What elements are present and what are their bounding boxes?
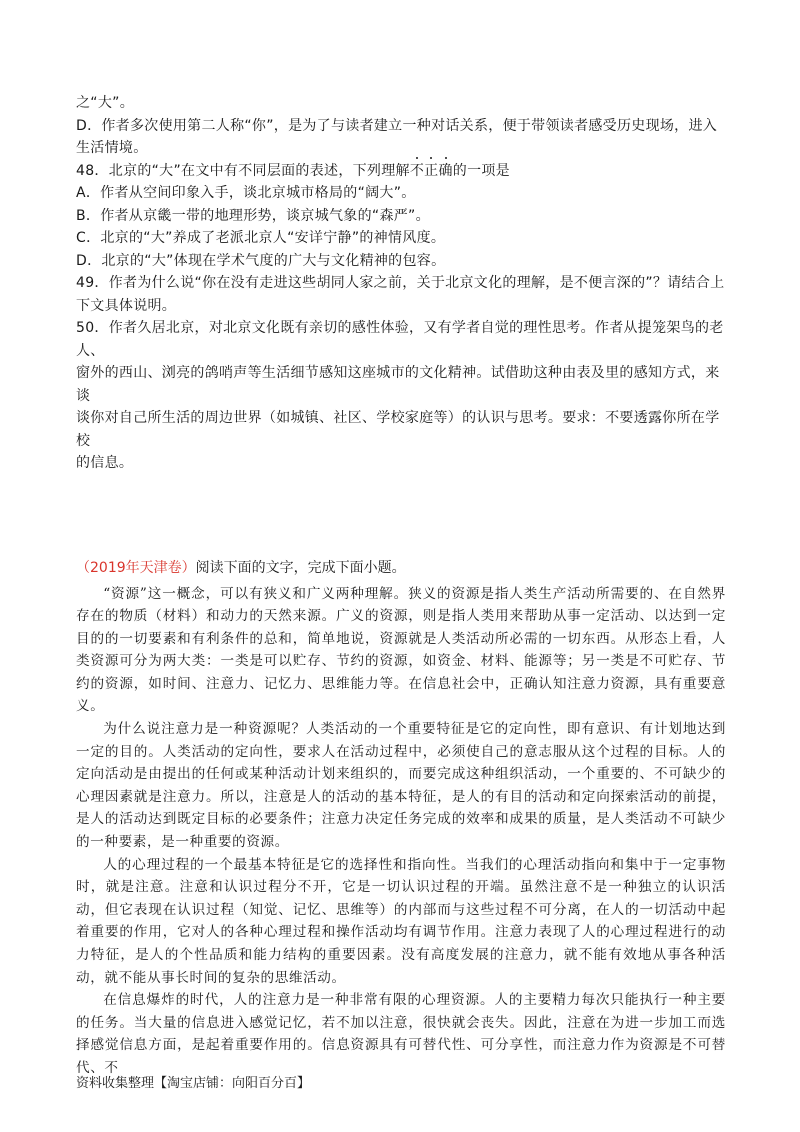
question-48-option-a: A．作者从空间印象入手，谈北京城市格局的“阔大”。 (76, 185, 416, 201)
reading-passage (76, 583, 726, 1080)
prev-option-d-line2: 生活情境。 (76, 140, 148, 156)
emphasis-char: 确 (438, 160, 452, 183)
passage-paragraph: “资源”这一概念，可以有狭义和广义两种理解。狭义的资源是指人类生产活动所需要的、在自然界存在的物质（材料）和动力的天然来源。广义的资源，则是指人类用来帮助从事一定活动、以达到一定目的的一切要素和有利条件的总和，简单地说，资源就是人类活动所必需的一切东西。从形态上看，人类资源可分为两大类：一类是可以贮存、节约的资源，如资金、材料、能源等；另一类是不可贮存、节约的资源，如时间、注意力、记忆力、思维能力等。在信息社会中，正确认知注意力资源，具有重要意义。 (76, 585, 726, 715)
section-spacer (76, 475, 726, 557)
question-48-prefix: 48．北京的“大”在文中有不同层面的表述，下列理解 (76, 162, 410, 179)
passage-paragraph: 人的心理过程的一个最基本特征是它的选择性和指向性。当我们的心理活动指向和集中于一定事物时，就是注意。注意和认识过程分不开，它是一切认识过程的开端。虽然注意不是一种独立的认识活动，但它表现在认识过程（知觉、记忆、思维等）的内部而与这些过程不可分离，在人的一切活动中起着重要的作用，它对人的各种心理过程和操作活动均有调节作用。注意力表现了人的心理过程进行的动力特征，是人的个性品质和能力结构的重要因素。没有高度发展的注意力，就不能有效地从事各种活动，就不能从事长时间的复杂的思维活动。 (76, 856, 726, 986)
page-content (76, 92, 726, 1080)
question-50-line3: 谈你对自己所生活的周边世界（如城镇、社区、学校家庭等）的认识与思考。要求：不要透露你所在学校 (76, 410, 720, 449)
question-48-option-d: D．北京的“大”体现在学术气度的广大与文化精神的包容。 (76, 252, 446, 269)
question-50-line1: 50．作者久居北京，对北京文化既有亲切的感性体验，又有学者自觉的理性思考。作者从提笼架鸟的老人、 (76, 320, 724, 359)
question-48-option-b: B．作者从京畿一带的地理形势，谈京城气象的“森严”。 (76, 207, 430, 224)
prev-option-d-line1: D．作者多次使用第二人称“你”，是为了与读者建立一种对话关系，便于带领读者感受历史现场，进入 (76, 117, 718, 134)
source-tag: （2019年天津卷） (76, 559, 196, 576)
passage-paragraph: 在信息爆炸的时代，人的注意力是一种非常有限的心理资源。人的主要精力每次只能执行一种主要的任务。当大量的信息进入感觉记忆，若不加以注意，很快就会丧失。因此，注意在为进一步加工而选择感觉信息方面，是起着重要作用的。信息资源具有可替代性、可分享性，而注意力作为资源是不可替代、不 (76, 992, 726, 1076)
passage-paragraph: 为什么说注意力是一种资源呢？人类活动的一个重要特征是它的定向性，即有意识、有计划地达到一定的目的。人类活动的定向性，要求人在活动过程中，必须使自己的意志服从这个过程的目标。人的定向活动是由提出的任何或某种活动计划来组织的，而要完成这种组织活动，一个重要的、不可缺少的心理因素就是注意力。所以，注意是人的活动的基本特征，是人的有目的活动和定向探索活动的前提，是人的活动达到既定目标的必要条件；注意力决定任务完成的效率和成果的质量，是人类活动不可缺少的一种要素，是一种重要的资源。 (76, 721, 726, 851)
question-48-option-c: C．北京的“大”养成了老派北京人“安详宁静”的神情风度。 (76, 230, 446, 246)
question-50-line4: 的信息。 (76, 455, 134, 471)
page-footer: 资料收集整理【淘宝店铺：向阳百分百】 (76, 1076, 311, 1091)
question-48-stem (76, 160, 726, 183)
question-block (76, 92, 726, 475)
emphasis-char: 正 (424, 160, 438, 183)
question-49-line2: 下文具体说明。 (76, 297, 177, 314)
question-50-line2: 窗外的西山、浏亮的鸽哨声等生活细节感知这座城市的文化精神。试借助这种由表及里的感知方式，来谈 (76, 365, 720, 404)
section-heading (76, 557, 726, 579)
emphasized-text (410, 163, 453, 179)
prev-line-end: 之“大”。 (76, 95, 135, 111)
question-49-line1: 49．作者为什么说“你在没有走进这些胡同人家之前，关于北京文化的理解，是不便言深的”？请结合上 (76, 275, 725, 291)
section-instruction: 阅读下面的文字，完成下面小题。 (195, 559, 406, 576)
question-48-suffix: 的一项是 (452, 162, 510, 179)
emphasis-char: 不 (410, 160, 424, 183)
